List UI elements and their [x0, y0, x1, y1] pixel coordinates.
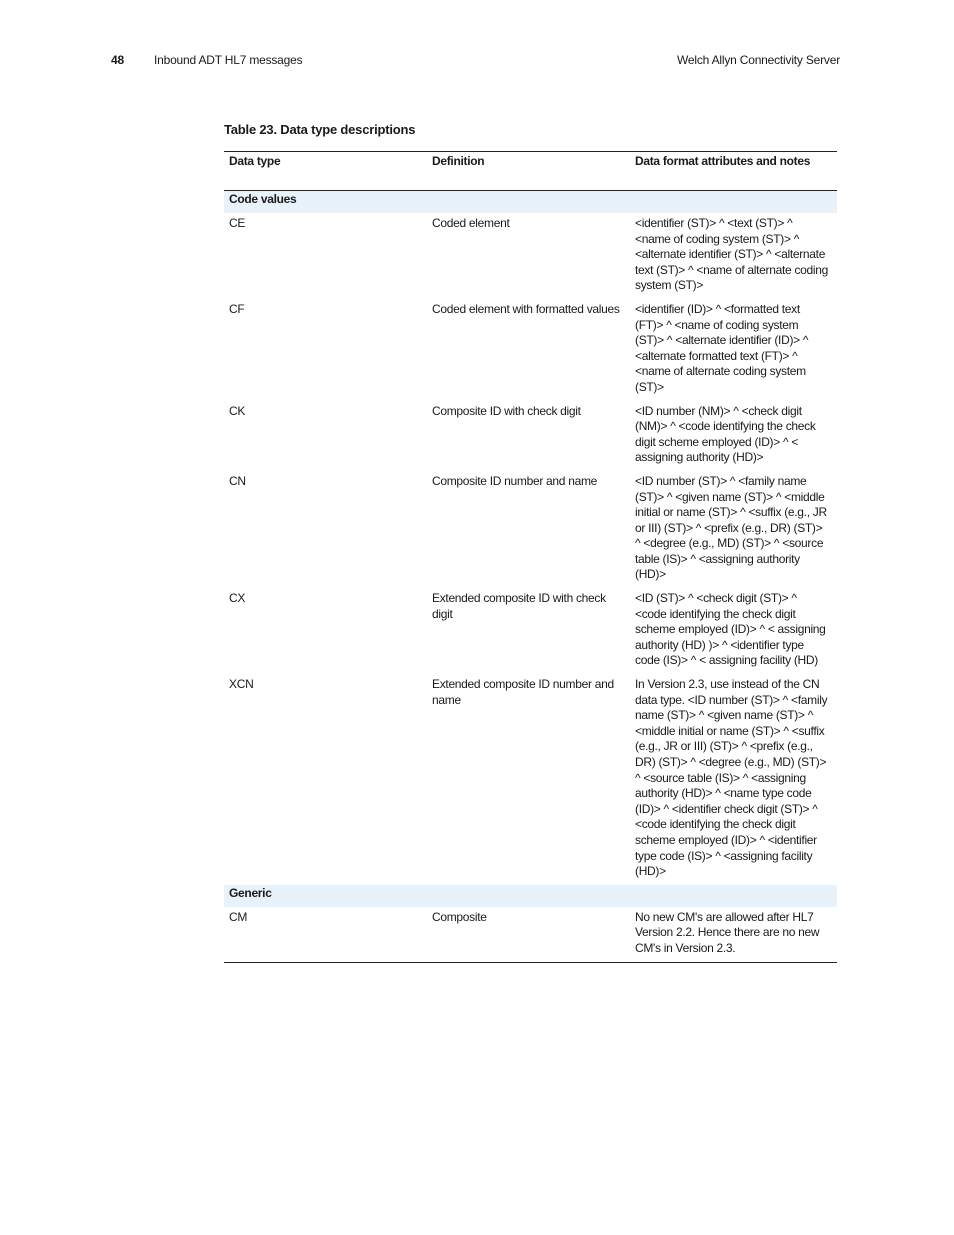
- group-row-code-values: [224, 191, 837, 214]
- column-header-notes: Data format attributes and notes: [630, 152, 837, 191]
- data-type-cell: CN: [229, 473, 246, 488]
- table-row: [224, 401, 837, 471]
- data-type-cell: CK: [229, 403, 246, 418]
- data-type-table: [224, 151, 837, 963]
- definition-cell: Composite ID number and name: [432, 473, 598, 488]
- page-header: [0, 52, 954, 70]
- column-header-data-type: Data type: [224, 152, 427, 191]
- group-row-generic: [224, 885, 837, 907]
- data-type-cell: XCN: [229, 677, 254, 692]
- table-row: [224, 674, 837, 885]
- data-type-cell: CM: [224, 907, 427, 962]
- page-number: 48: [111, 53, 124, 67]
- definition-cell: Composite: [427, 907, 630, 962]
- group-label: Code values: [224, 191, 837, 214]
- notes-cell: <ID number (ST)> ^ <family name (ST)> ^ <given name (ST)> ^ <middle initial or name (ST)> ^ <suffix (e.g., JR or III) (ST)> ^ <prefix (e.g., DR) (ST)> ^ <degree (e.g., MD) (ST)> ^ <source table (IS)> ^ <assigning authority (HD)>: [635, 473, 827, 582]
- definition-cell: Coded element: [432, 216, 510, 230]
- data-type-cell: CX: [229, 591, 246, 606]
- table-row: [224, 471, 837, 588]
- section-title: Inbound ADT HL7 messages: [154, 53, 303, 67]
- notes-cell: In Version 2.3, use instead of the CN data type. <ID number (ST)> ^ <family name (ST)> ^ <given name (ST)> ^ <middle initial or name (ST)> ^ <suffix (e.g., JR or III) (ST)> ^ <prefix (e.g., DR) (ST)> ^ <degree (e.g., MD) (ST)> ^ <source table (IS)> ^ <assigning authority (HD)> ^ <name type code (ID)> ^ <identifier check digit (ST)> ^ <code identifying the check digit scheme employed (ID)> ^ <identifier type code (IS)> ^ <assigning facility (HD)>: [635, 677, 828, 879]
- notes-cell: <identifier (ID)> ^ <formatted text (FT)> ^ <name of coding system (ST)> ^ <alternate identifier (ID)> ^ <alternate formatted text (FT)> ^ <name of alternate coding system (ST)>: [635, 301, 809, 394]
- definition-cell: Composite ID with check digit: [432, 403, 581, 418]
- table-caption: Table 23. Data type descriptions: [224, 122, 416, 137]
- product-name: Welch Allyn Connectivity Server: [677, 53, 840, 67]
- data-type-cell: CE: [229, 216, 246, 230]
- notes-cell: <ID number (NM)> ^ <check digit (NM)> ^ <code identifying the check digit scheme employed (ID)> ^ < assigning authority (HD)>: [635, 403, 816, 465]
- data-type-cell: CF: [229, 301, 245, 316]
- table-header-row: [224, 152, 837, 191]
- definition-cell: Extended composite ID number and name: [432, 677, 614, 707]
- column-header-definition: Definition: [427, 152, 630, 191]
- table-row: [224, 907, 837, 962]
- notes-cell: <ID (ST)> ^ <check digit (ST)> ^ <code identifying the check digit scheme employed (ID)> ^ < assigning authority (HD) )> ^ <identifier type code (IS)> ^ < assigning facility (HD): [635, 591, 826, 668]
- definition-cell: Extended composite ID with check digit: [432, 591, 606, 621]
- table-row: [224, 299, 837, 401]
- definition-cell: Coded element with formatted values: [432, 301, 620, 316]
- group-label: Generic: [224, 885, 837, 907]
- notes-cell: <identifier (ST)> ^ <text (ST)> ^ <name of coding system (ST)> ^ <alternate identifier (ST)> ^ <alternate text (ST)> ^ <name of alternate coding system (ST)>: [635, 216, 829, 293]
- table-row: [224, 588, 837, 674]
- notes-cell: No new CM's are allowed after HL7 Version 2.2. Hence there are no new CM's in Version 2.3.: [630, 907, 837, 962]
- table-row: [224, 213, 837, 299]
